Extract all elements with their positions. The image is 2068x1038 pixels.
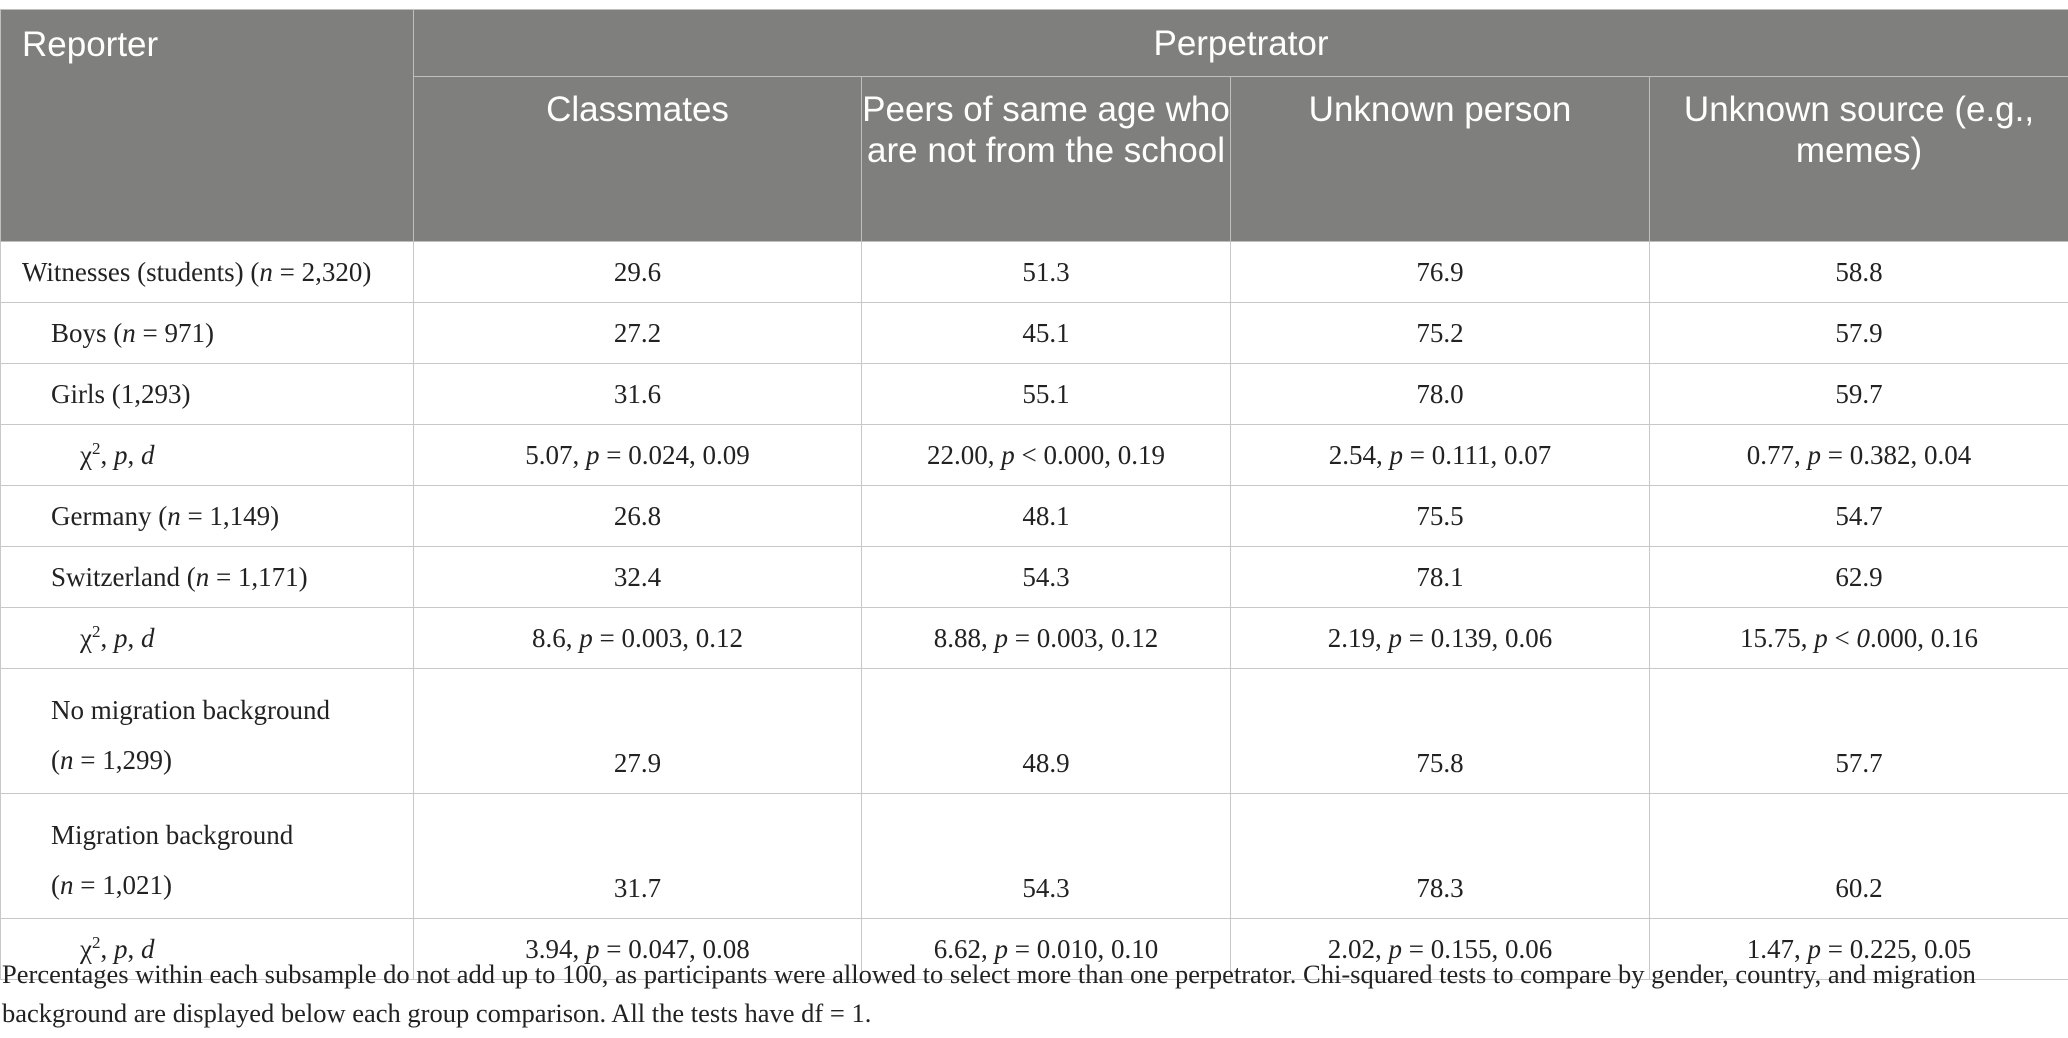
table-row: [1, 303, 2068, 364]
cell-value: 54.3: [862, 547, 1231, 608]
cell-value: 78.0: [1231, 364, 1650, 425]
cell-value: 1.47, p = 0.225, 0.05: [1650, 919, 2068, 980]
column-header-peers: Peers of same age who are not from the school: [862, 77, 1231, 242]
cell-value: 2.02, p = 0.155, 0.06: [1231, 919, 1650, 980]
table-row: [1, 669, 2068, 794]
cell-value: 57.9: [1650, 303, 2068, 364]
cell-value: 15.75, p < 0.000, 0.16: [1650, 608, 2068, 669]
column-header-unknown-person: Unknown person: [1231, 77, 1650, 242]
row-label: Witnesses (students) (n = 2,320): [1, 242, 414, 303]
row-label: $\chi^2$, p, d: [1, 425, 414, 486]
cell-value: 31.6: [414, 364, 862, 425]
table-row: [1, 486, 2068, 547]
cell-value: 31.7: [414, 794, 862, 919]
cell-value: 75.5: [1231, 486, 1650, 547]
table-row: [1, 242, 2068, 303]
cell-value: 75.2: [1231, 303, 1650, 364]
cell-value: 57.7: [1650, 669, 2068, 794]
cell-value: 54.7: [1650, 486, 2068, 547]
cell-value: 2.54, p = 0.111, 0.07: [1231, 425, 1650, 486]
results-table-container: [0, 9, 2068, 980]
table-row-stats: [1, 608, 2068, 669]
perpetrator-header: Perpetrator: [414, 10, 2068, 77]
table-row-stats: [1, 425, 2068, 486]
cell-value: 8.6, p = 0.003, 0.12: [414, 608, 862, 669]
row-label: $\chi^2$, p, d: [1, 608, 414, 669]
table-row: [1, 794, 2068, 919]
cell-value: 51.3: [862, 242, 1231, 303]
cell-value: 48.1: [862, 486, 1231, 547]
row-label: Switzerland (n = 1,171): [1, 547, 414, 608]
row-label: No migration background (n = 1,299): [1, 669, 414, 794]
cell-value: 45.1: [862, 303, 1231, 364]
cell-value: 48.9: [862, 669, 1231, 794]
reporter-header: Reporter: [1, 10, 414, 242]
cell-value: 6.62, p = 0.010, 0.10: [862, 919, 1231, 980]
table-footnote: Percentages within each subsample do not add up to 100, as participants were allowed to select more than one perpetrator. Chi-squared tests to compare by gender, country, and migration background are displayed below each group comparison. All the tests have df = 1.: [2, 959, 1976, 1028]
cell-value: 78.1: [1231, 547, 1650, 608]
cell-value: 60.2: [1650, 794, 2068, 919]
row-label: Boys (n = 971): [1, 303, 414, 364]
cell-value: 26.8: [414, 486, 862, 547]
cell-value: 8.88, p = 0.003, 0.12: [862, 608, 1231, 669]
cell-value: 27.2: [414, 303, 862, 364]
row-label: Migration background (n = 1,021): [1, 794, 414, 919]
perpetrator-table: [0, 9, 2068, 980]
cell-value: 54.3: [862, 794, 1231, 919]
cell-value: 5.07, p = 0.024, 0.09: [414, 425, 862, 486]
cell-value: 22.00, p < 0.000, 0.19: [862, 425, 1231, 486]
cell-value: 29.6: [414, 242, 862, 303]
table-row: [1, 547, 2068, 608]
row-label: Girls (1,293): [1, 364, 414, 425]
cell-value: 32.4: [414, 547, 862, 608]
row-label: $\chi^2$, p, d: [1, 919, 414, 980]
column-header-classmates: Classmates: [414, 77, 862, 242]
cell-value: 0.77, p = 0.382, 0.04: [1650, 425, 2068, 486]
row-label: Germany (n = 1,149): [1, 486, 414, 547]
cell-value: 27.9: [414, 669, 862, 794]
cell-value: 2.19, p = 0.139, 0.06: [1231, 608, 1650, 669]
cell-value: 3.94, p = 0.047, 0.08: [414, 919, 862, 980]
header-row-top: [1, 10, 2068, 77]
cell-value: 62.9: [1650, 547, 2068, 608]
column-header-unknown-source: Unknown source (e.g., memes): [1650, 77, 2068, 242]
table-row: [1, 364, 2068, 425]
cell-value: 78.3: [1231, 794, 1650, 919]
cell-value: 58.8: [1650, 242, 2068, 303]
cell-value: 59.7: [1650, 364, 2068, 425]
cell-value: 75.8: [1231, 669, 1650, 794]
cell-value: 76.9: [1231, 242, 1650, 303]
cell-value: 55.1: [862, 364, 1231, 425]
